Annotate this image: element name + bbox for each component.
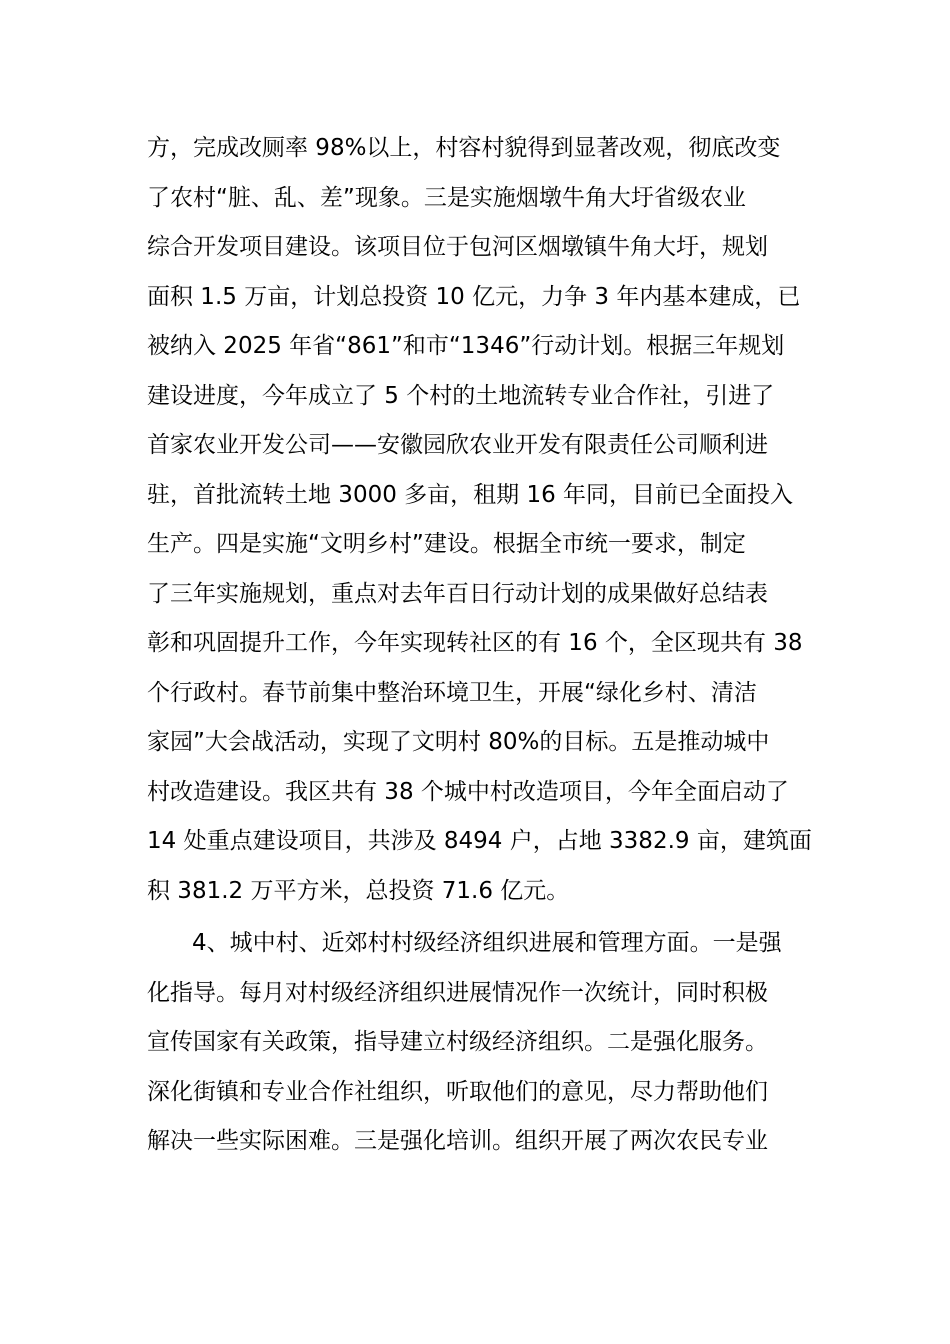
text-line: 方，完成改厕率 98%以上，村容村貌得到显著改观，彻底改变 (147, 135, 781, 161)
text-line: 被纳入 2025 年省“861”和市“1346”行动计划。根据三年规划 (147, 333, 785, 359)
text-line: 14 处重点建设项目，共涉及 8494 户，占地 3382.9 亩，建筑面 (147, 828, 812, 854)
text-line: 个行政村。春节前集中整治环境卫生，开展“绿化乡村、清洁 (147, 679, 757, 706)
text-line: 化指导。每月对村级经济组织进展情况作一次统计，同时积极 (147, 979, 768, 1006)
text-line: 积 381.2 万平方米，总投资 71.6 亿元。 (147, 877, 570, 904)
text-line: 深化街镇和专业合作社组织，听取他们的意见，尽力帮助他们 (147, 1078, 768, 1105)
body-paragraph-2 (147, 919, 819, 1167)
text-line: 家园”大会战活动，实现了文明村 80%的目标。五是推动城中 (147, 729, 770, 755)
body-paragraph-1 (147, 124, 819, 916)
text-line: 驻，首批流转土地 3000 多亩，租期 16 年同，目前已全面投入 (147, 481, 794, 508)
text-line: 宣传国家有关政策，指导建立村级经济组织。二是强化服务。 (147, 1029, 768, 1055)
text-line: 首家农业开发公司——安徽园欣农业开发有限责任公司顺利进 (147, 432, 768, 458)
text-line: 综合开发项目建设。该项目位于包河区烟墩镇牛角大圩，规划 (147, 234, 768, 260)
text-line: 村改造建设。我区共有 38 个城中村改造项目，今年全面启动了 (147, 778, 789, 805)
text-line: 4、城中村、近郊村村级经济组织进展和管理方面。一是强 (192, 930, 782, 956)
text-line: 面积 1.5 万亩，计划总投资 10 亿元，力争 3 年内基本建成，已 (147, 283, 801, 310)
text-line: 彰和巩固提升工作，今年实现转社区的有 16 个，全区现共有 38 (147, 630, 803, 656)
text-line: 了农村“脏、乱、差”现象。三是实施烟墩牛角大圩省级农业 (147, 184, 746, 211)
text-line: 建设进度，今年成立了 5 个村的土地流转专业合作社，引进了 (147, 382, 775, 409)
text-line: 生产。四是实施“文明乡村”建设。根据全市统一要求，制定 (147, 531, 746, 557)
text-line: 解决一些实际困难。三是强化培训。组织开展了两次农民专业 (147, 1128, 768, 1154)
text-line: 了三年实施规划，重点对去年百日行动计划的成果做好总结表 (147, 580, 768, 607)
